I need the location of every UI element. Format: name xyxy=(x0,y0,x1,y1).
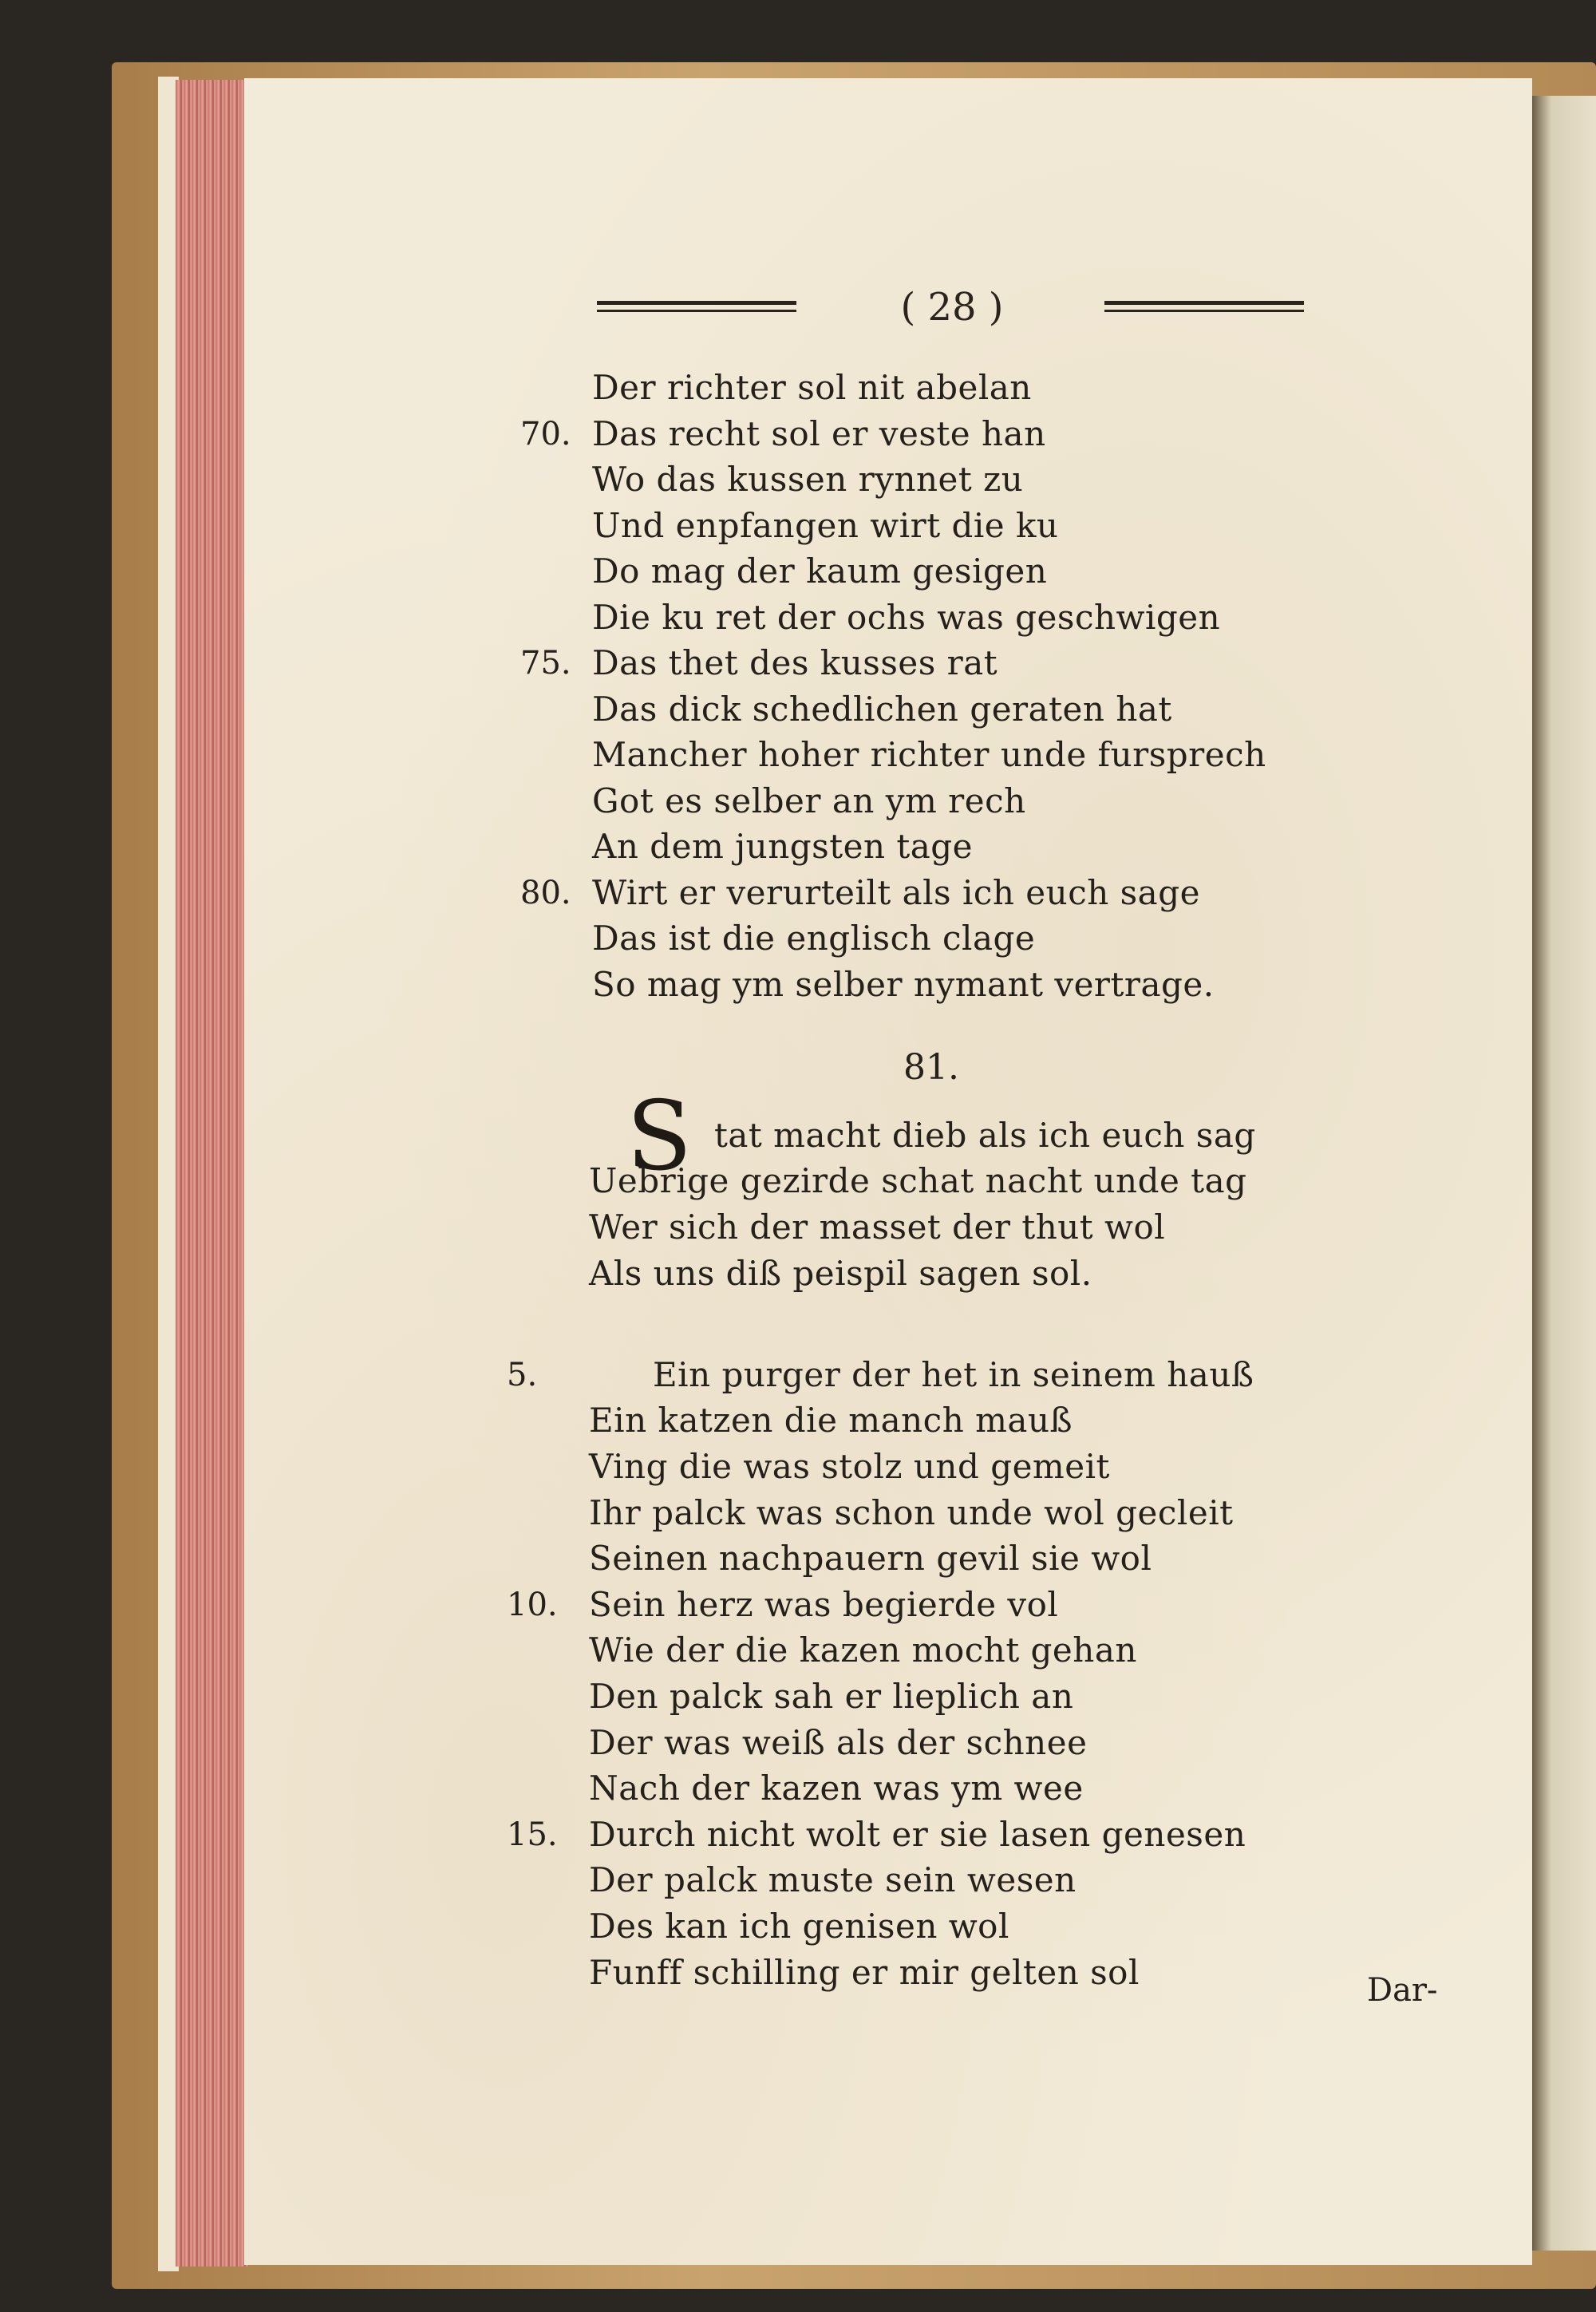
verse-line: Die ku ret der ochs was geschwigen xyxy=(592,597,1221,637)
verse-line: Der was weiß als der schnee xyxy=(589,1723,1088,1762)
verse-line: Wie der die kazen mocht gehan xyxy=(589,1630,1137,1670)
line-number: 15. xyxy=(507,1816,558,1853)
line-number: 80. xyxy=(520,874,571,911)
header-rule-right xyxy=(1104,301,1304,312)
verse-line: Das dick schedlichen geraten hat xyxy=(592,689,1172,729)
verse-line: Durch nicht wolt er sie lasen genesen xyxy=(589,1815,1246,1854)
verse-line: Sein herz was begierde vol xyxy=(589,1585,1059,1624)
verse-line: Got es selber an ym rech xyxy=(592,781,1026,820)
verse-line: Do mag der kaum gesigen xyxy=(592,551,1048,591)
verse-line: Des kan ich genisen wol xyxy=(589,1907,1009,1946)
verse-line: Der palck muste sein wesen xyxy=(589,1860,1077,1899)
verse-line: Und enpfangen wirt die ku xyxy=(592,505,1059,545)
header-rule-left xyxy=(597,301,796,312)
facing-page-edge xyxy=(1532,96,1596,2251)
verse-line: Funff schilling er mir gelten sol xyxy=(589,1953,1140,1992)
verse-line: Ein katzen die manch mauß xyxy=(589,1401,1073,1440)
line-number: 75. xyxy=(520,645,571,682)
verse-line: Den palck sah er lieplich an xyxy=(589,1677,1074,1716)
line-number: 5. xyxy=(507,1357,538,1393)
line-number: 10. xyxy=(507,1587,558,1623)
verse-line: Seinen nachpauern gevil sie wol xyxy=(589,1539,1152,1578)
verse-line: Uebrige gezirde schat nacht unde tag xyxy=(589,1161,1247,1200)
verse-line: Wer sich der masset der thut wol xyxy=(589,1207,1166,1247)
section-number: 81. xyxy=(903,1047,959,1088)
verse-line: Das thet des kusses rat xyxy=(592,643,998,682)
verse-line: So mag ym selber nymant vertrage. xyxy=(592,964,1215,1004)
verse-line: Ihr palck was schon unde wol gecleit xyxy=(589,1493,1234,1532)
catchword: Dar- xyxy=(1367,1972,1438,2009)
verse-line: Wo das kussen rynnet zu xyxy=(592,460,1024,499)
page-number: ( 28 ) xyxy=(900,285,1004,330)
drop-cap: S xyxy=(626,1081,693,1192)
verse-line: Ving die was stolz und gemeit xyxy=(589,1447,1110,1486)
verse-line: Wirt er verurteilt als ich euch sage xyxy=(592,872,1200,912)
verse-line: Als uns diß peispil sagen sol. xyxy=(589,1254,1092,1293)
line-number: 70. xyxy=(520,415,571,453)
verse-line: Mancher hoher richter unde fursprech xyxy=(592,735,1266,774)
verse-line: Nach der kazen was ym wee xyxy=(589,1769,1084,1808)
verse-line: tat macht dieb als ich euch sag xyxy=(714,1116,1256,1155)
verse-line: Ein purger der het in seinem hauß xyxy=(653,1355,1254,1394)
verse-line: Das ist die englisch clage xyxy=(592,919,1036,958)
page-header xyxy=(597,283,1304,331)
red-page-edges xyxy=(176,80,247,2267)
verse-line: Der richter sol nit abelan xyxy=(592,368,1032,407)
verse-line: An dem jungsten tage xyxy=(592,827,974,866)
verse-line: Das recht sol er veste han xyxy=(592,413,1046,453)
